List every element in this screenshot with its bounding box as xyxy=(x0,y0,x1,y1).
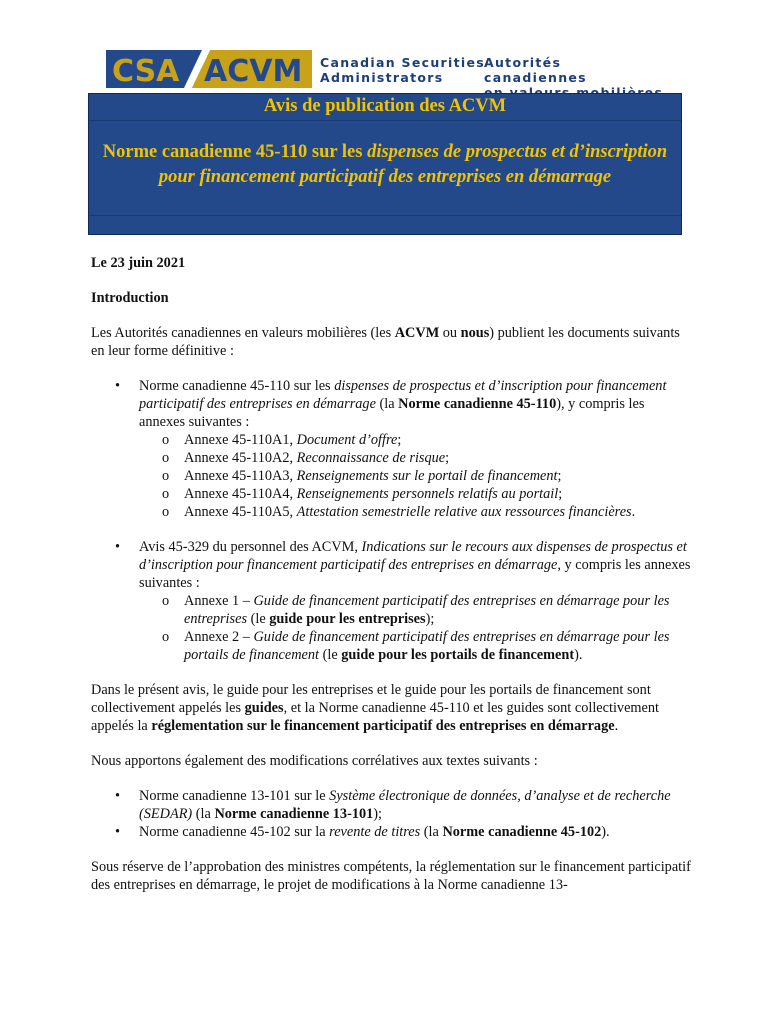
logo-acvm-text: ACVM xyxy=(204,54,303,88)
annex-code: Annexe 45-110A3, xyxy=(184,468,297,484)
defined-term: guide pour les portails de financement xyxy=(341,647,575,663)
sub-list-item xyxy=(139,467,691,485)
notice-title: Avis de publication des ACVM xyxy=(89,94,681,121)
title-prefix: Norme canadienne 45-110 sur les xyxy=(102,142,368,162)
defined-term: Norme canadienne 45-110 xyxy=(398,396,557,412)
list-item-norme-45-102 xyxy=(91,823,691,841)
text-span: (le xyxy=(319,647,342,663)
annex-title: Guide de financement participatif des entreprises en démarrage pour les portails de financement xyxy=(184,629,670,663)
annex-code: Annexe 2 – xyxy=(184,629,254,645)
text-span: (la xyxy=(420,824,443,840)
annex-code: Annexe 1 – xyxy=(184,593,254,609)
punctuation: ; xyxy=(397,432,402,448)
sub-list-item xyxy=(139,485,691,503)
annex-code: Annexe 45-110A5, xyxy=(184,504,297,520)
punctuation: ). xyxy=(601,824,610,840)
punctuation: . xyxy=(614,718,619,734)
text-span: Les Autorités canadiennes en valeurs mobilières (les xyxy=(91,325,395,341)
annex-title: Renseignements personnels relatifs au portail xyxy=(296,486,559,502)
list-item-norme-13-101 xyxy=(91,787,691,823)
text-span: Norme canadienne 13-101 sur le xyxy=(139,788,330,804)
italic-title: dispenses de prospectus et d’inscription pour financement participatif des entreprises en démarrage xyxy=(139,378,667,412)
header-logo xyxy=(106,50,666,90)
term-nous: nous xyxy=(460,325,490,341)
logo-csa-text: CSA xyxy=(112,54,180,88)
sub-bullet-icon: o xyxy=(162,432,170,448)
document-body xyxy=(91,254,691,911)
punctuation: ; xyxy=(445,450,450,466)
publication-date: Le 23 juin 2021 xyxy=(91,255,186,271)
defined-term: Norme canadienne 13-101 xyxy=(214,806,374,822)
text-span: ), y compris les annexes suivantes : xyxy=(139,396,645,430)
sub-bullet-icon: o xyxy=(162,593,170,609)
annex-code: Annexe 45-110A2, xyxy=(184,450,297,466)
text-span: Norme canadienne 45-102 sur la xyxy=(139,824,330,840)
text-span: Avis 45-329 du personnel des ACVM, xyxy=(139,539,362,555)
italic-title: Système électronique de données, d’analyse et de recherche (SEDAR) xyxy=(139,788,671,822)
annex-code: Annexe 45-110A4, xyxy=(184,486,297,502)
amendments-list xyxy=(91,787,691,841)
italic-title: revente de titres xyxy=(329,824,421,840)
punctuation: . xyxy=(631,504,636,520)
sub-bullet-icon: o xyxy=(162,468,170,484)
punctuation: ); xyxy=(425,611,435,627)
annex-code: Annexe 45-110A1, xyxy=(184,432,297,448)
annex-list xyxy=(139,431,691,521)
annex-title: Attestation semestrielle relative aux ressources financières xyxy=(296,504,632,520)
sub-bullet-icon: o xyxy=(162,629,170,645)
punctuation: ); xyxy=(373,806,383,822)
defined-term: guides xyxy=(244,700,284,716)
annex-title: Guide de financement participatif des entreprises en démarrage pour les entreprises xyxy=(184,593,670,627)
text-span: (le xyxy=(247,611,270,627)
sub-list-item xyxy=(139,431,691,449)
banner-divider xyxy=(89,215,681,216)
definitions-paragraph xyxy=(91,681,691,735)
defined-term: guide pour les entreprises xyxy=(269,611,426,627)
sub-list-item xyxy=(139,503,691,521)
bullet-icon: • xyxy=(115,378,121,394)
intro-paragraph xyxy=(91,324,691,360)
title-banner xyxy=(88,93,682,235)
text-span: ) publient les documents suivants en leur forme définitive : xyxy=(91,325,680,359)
document-title xyxy=(99,140,671,190)
closing-paragraph: Sous réserve de l’approbation des ministres compétents, la réglementation sur le financement participatif des entreprises en démarrage, le projet de modifications à la Norme canadienne 13- xyxy=(91,859,691,893)
sub-list-item xyxy=(139,449,691,467)
title-italic: dispenses de prospectus et d’inscription pour financement participatif des entreprises en démarrage xyxy=(158,142,668,187)
bullet-icon: • xyxy=(115,788,121,804)
sub-list-item xyxy=(139,628,691,664)
sub-bullet-icon: o xyxy=(162,450,170,466)
punctuation: ; xyxy=(558,486,563,502)
bullet-icon: • xyxy=(115,824,121,840)
org-fr-line-1: Autorités canadiennes xyxy=(484,55,587,85)
text-span: ou xyxy=(439,325,461,341)
defined-term: réglementation sur le financement participatif des entreprises en démarrage xyxy=(151,718,615,734)
defined-term: Norme canadienne 45-102 xyxy=(442,824,602,840)
section-heading-introduction: Introduction xyxy=(91,290,169,306)
sub-bullet-icon: o xyxy=(162,504,170,520)
list-item-norme-45-110 xyxy=(91,377,691,521)
text-span: Dans le présent avis, le guide pour les entreprises et le guide pour les portails de financement sont collectivement appelés les xyxy=(91,682,651,716)
org-en-line-1: Canadian Securities xyxy=(320,55,485,70)
text-span: (la xyxy=(192,806,215,822)
annex-title: Document d’offre xyxy=(296,432,398,448)
amendments-paragraph: Nous apportons également des modifications corrélatives aux textes suivants : xyxy=(91,753,538,769)
sub-list-item xyxy=(139,592,691,628)
org-en-line-2: Administrators xyxy=(320,70,444,85)
annex-title: Renseignements sur le portail de financement xyxy=(296,468,558,484)
text-span: , et la Norme canadienne 45-110 et les guides sont collectivement appelés la xyxy=(91,700,660,734)
csa-acvm-logo-mark xyxy=(106,50,312,88)
punctuation: ). xyxy=(574,647,583,663)
documents-list xyxy=(91,377,691,664)
list-item-avis-45-329 xyxy=(91,538,691,664)
bullet-icon: • xyxy=(115,539,121,555)
term-acvm: ACVM xyxy=(394,325,440,341)
italic-title: Indications sur le recours aux dispenses de prospectus et d’inscription pour financement participatif des entreprises en démarrage xyxy=(139,539,687,573)
annex-title: Reconnaissance de risque xyxy=(296,450,446,466)
text-span: (la xyxy=(375,396,399,412)
punctuation: ; xyxy=(557,468,562,484)
org-name-english xyxy=(320,55,485,85)
text-span: Norme canadienne 45-110 sur les xyxy=(139,378,335,394)
guide-list xyxy=(139,592,691,664)
text-span: , y compris les annexes suivantes : xyxy=(139,557,691,591)
sub-bullet-icon: o xyxy=(162,486,170,502)
